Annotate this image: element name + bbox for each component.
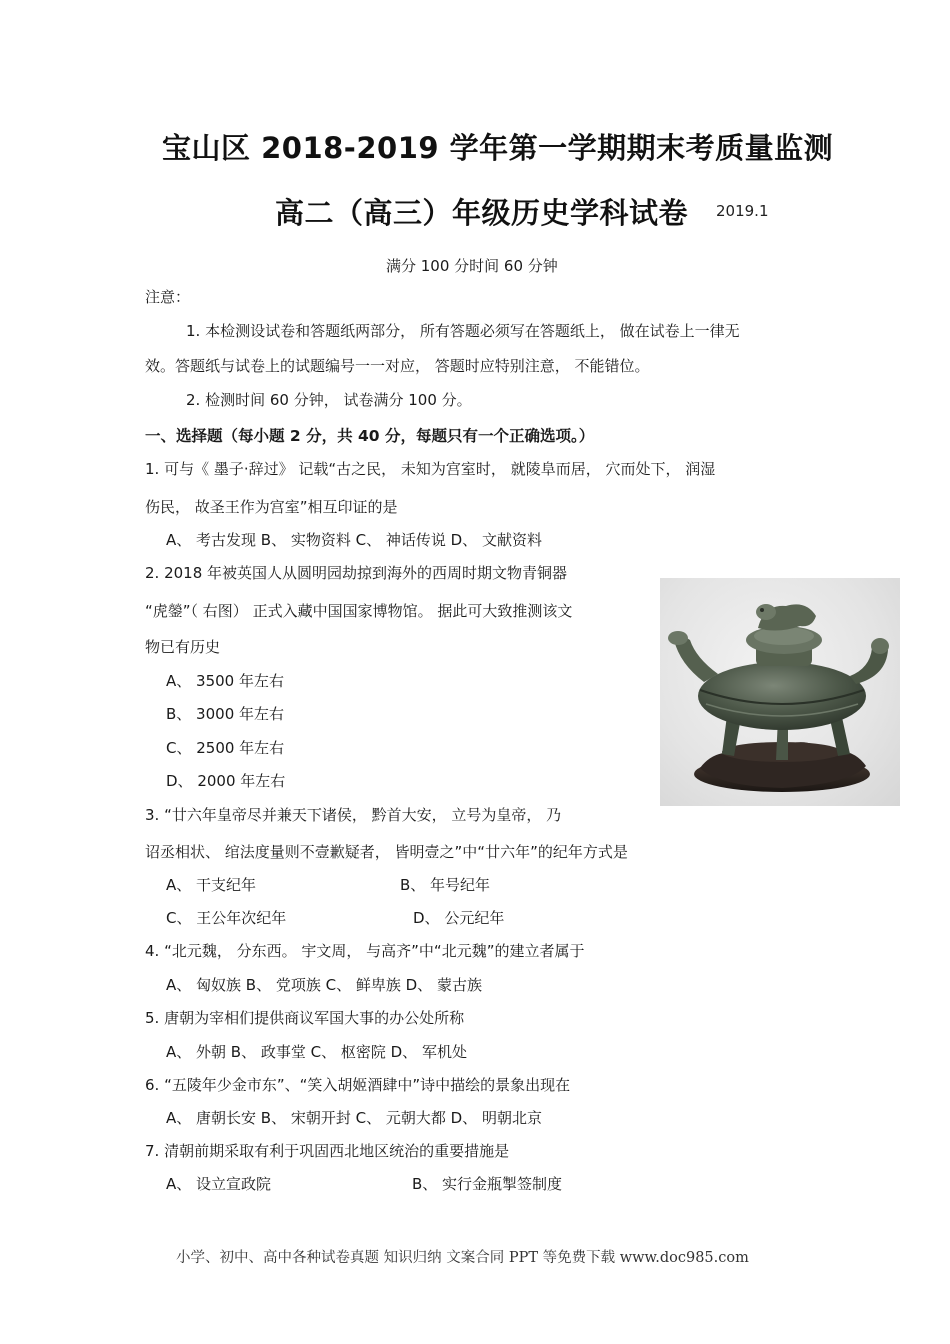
- q1-stem-line1: 1. 可与《 墨子·辞过》 记载“古之民， 未知为宫室时， 就陵阜而居， 穴而处下， 润湿: [145, 460, 716, 478]
- q3-stem-line1: 3. “廿六年皇帝尽并兼天下诸侯， 黔首大安， 立号为皇帝， 乃: [145, 806, 562, 824]
- q7-option-a: A、 设立宣政院: [166, 1175, 272, 1193]
- q1-options: A、 考古发现 B、 实物资料 C、 神话传说 D、 文献资料: [166, 531, 542, 549]
- q3-option-c: C、 王公年次纪年: [166, 909, 287, 927]
- q7-option-b: B、 实行金瓶掣签制度: [412, 1175, 563, 1193]
- notice-item1-line1: 1. 本检测设试卷和答题纸两部分， 所有答题必须写在答题纸上， 做在试卷上一律无: [186, 322, 740, 340]
- q4-stem: 4. “北元魏， 分东西。 宇文周， 与高齐”中“北元魏”的建立者属于: [145, 942, 585, 960]
- q6-options: A、 唐朝长安 B、 宋朝开封 C、 元朝大都 D、 明朝北京: [166, 1109, 542, 1127]
- exam-title-line2: 高二（高三）年级历史学科试卷: [275, 196, 689, 230]
- q2-stem-line1: 2. 2018 年被英国人从圆明园劫掠到海外的西周时期文物青铜器: [145, 564, 568, 582]
- q2-option-d: D、 2000 年左右: [166, 772, 286, 790]
- q2-stem-line2: “虎鎣”（ 右图） 正式入藏中国国家博物馆。 据此可大致推测该文: [145, 602, 573, 620]
- notice-label: 注意：: [145, 288, 191, 306]
- q3-option-b: B、 年号纪年: [400, 876, 491, 894]
- bronze-vessel-photo: [660, 578, 900, 806]
- q3-option-a: A、 干支纪年: [166, 876, 257, 894]
- q2-option-c: C、 2500 年左右: [166, 739, 285, 757]
- q3-option-d: D、 公元纪年: [413, 909, 505, 927]
- q6-stem: 6. “五陵年少金市东”、“笑入胡姬酒肆中”诗中描绘的景象出现在: [145, 1076, 571, 1094]
- q5-stem: 5. 唐朝为宰相们提供商议军国大事的办公处所称: [145, 1009, 465, 1027]
- exam-duration: 满分 100 分时间 60 分钟: [386, 257, 558, 275]
- notice-item2: 2. 检测时间 60 分钟， 试卷满分 100 分。: [186, 391, 472, 409]
- q1-stem-line2: 伤民， 故圣王作为宫室”相互印证的是: [145, 498, 398, 516]
- tiger-vessel-illustration: [660, 578, 900, 806]
- exam-title-line1: 宝山区 2018-2019 学年第一学期期末考质量监测: [162, 131, 834, 165]
- exam-date: 2019.1: [716, 202, 769, 220]
- footer-ad-text: 小学、初中、高中各种试卷真题 知识归纳 文案合同 PPT 等免费下载 www.doc985.com: [176, 1250, 749, 1266]
- notice-item1-line2: 效。答题纸与试卷上的试题编号一一对应， 答题时应特别注意， 不能错位。: [145, 357, 650, 375]
- q2-option-a: A、 3500 年左右: [166, 672, 284, 690]
- q3-stem-line2: 诏丞相状、 绾法度量则不壹歉疑者， 皆明壹之”中“廿六年”的纪年方式是: [145, 843, 628, 861]
- q2-option-b: B、 3000 年左右: [166, 705, 285, 723]
- q7-stem: 7. 清朝前期采取有利于巩固西北地区统治的重要措施是: [145, 1142, 510, 1160]
- section-heading: 一、选择题（每小题 2 分，共 40 分，每题只有一个正确选项。）: [145, 427, 595, 445]
- q2-stem-line3: 物已有历史: [145, 638, 221, 656]
- q4-options: A、 匈奴族 B、 党项族 C、 鲜卑族 D、 蒙古族: [166, 976, 482, 994]
- q5-options: A、 外朝 B、 政事堂 C、 枢密院 D、 军机处: [166, 1043, 467, 1061]
